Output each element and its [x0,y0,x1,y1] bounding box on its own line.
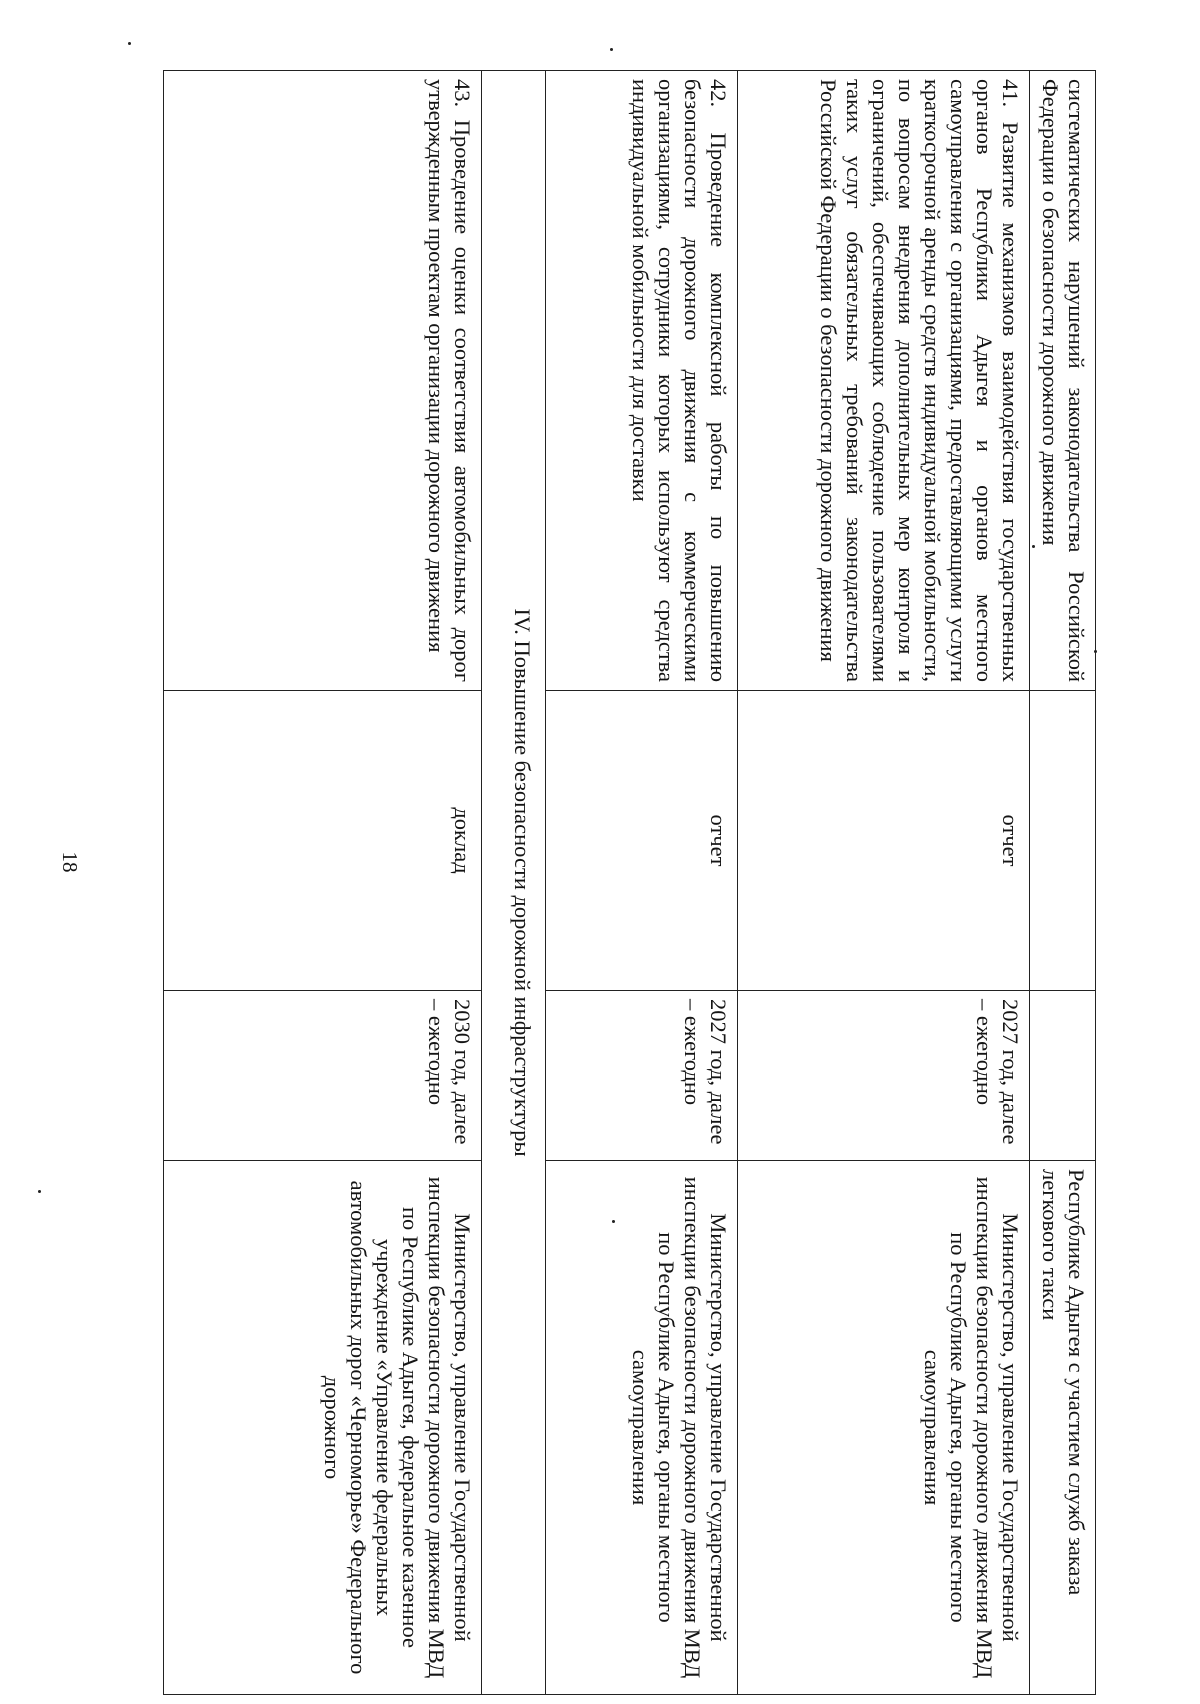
page-number: 18 [58,851,83,873]
deadline-cell: 2030 год, далее – ежегодно [164,991,482,1161]
scan-speck [610,48,613,51]
section-heading: IV. Повышение безопасности дорожной инфраструктуры [482,71,546,1695]
rotated-page-content [146,70,1096,1694]
measure-cell: 41. Развитие механизмов взаимодействия государственных органов Республики Адыгея и органов местного самоуправления с организациями, предоставляющими услуги краткосрочной аренды средств индивидуальной мобильности, по вопросам внедрения дополнительных мер контроля и ограничений, обеспечивающих соблюдение пользователями таких услуг обязательных требований законодательства Российской Федерации о безопасности дорожного движения [738,71,1030,691]
result-cell: доклад [164,691,482,991]
scan-speck [38,1190,41,1193]
responsible-cell: Министерство, управление Государственной инспекции безопасности дорожного движения МВД по Республике Адыгея, органы местного самоуправления [546,1161,738,1695]
responsible-cell: Республике Адыгея с участием служб заказа легкового такси [1030,1161,1096,1695]
table-row [546,71,738,1695]
scan-speck [128,42,131,45]
table-row [1030,71,1096,1695]
responsible-cell: Министерство, управление Государственной инспекции безопасности дорожного движения МВД по Республике Адыгея, органы местного самоуправления [738,1161,1030,1695]
section-row [482,71,546,1695]
measures-table [163,70,1096,1695]
result-cell: отчет [738,691,1030,991]
deadline-cell: 2027 год, далее – ежегодно [738,991,1030,1161]
measure-cell: 42. Проведение комплексной работы по повышению безопасности дорожного движения с коммерческими организациями, сотрудники которых используют средства индивидуальной мобильности для доставки [546,71,738,691]
measure-cell: 43. Проведение оценки соответствия автомобильных дорог утвержденным проектам организации дорожного движения [164,71,482,691]
deadline-cell: 2027 год, далее – ежегодно [546,991,738,1161]
deadline-cell [1030,991,1096,1161]
table-row [738,71,1030,1695]
measure-cell: систематических нарушений законодательства Российской Федерации о безопасности дорожного движения [1030,71,1096,691]
scan-speck [1094,650,1097,653]
scan-speck [612,1220,615,1223]
table-row [164,71,482,1695]
scan-speck [1032,545,1035,548]
result-cell: отчет [546,691,738,991]
responsible-cell: Министерство, управление Государственной инспекции безопасности дорожного движения МВД по Республике Адыгея, федеральное казенное учреждение «Управление федеральных автомобильных дорог «Черноморье» Федерального дорожного [164,1161,482,1695]
result-cell [1030,691,1096,991]
